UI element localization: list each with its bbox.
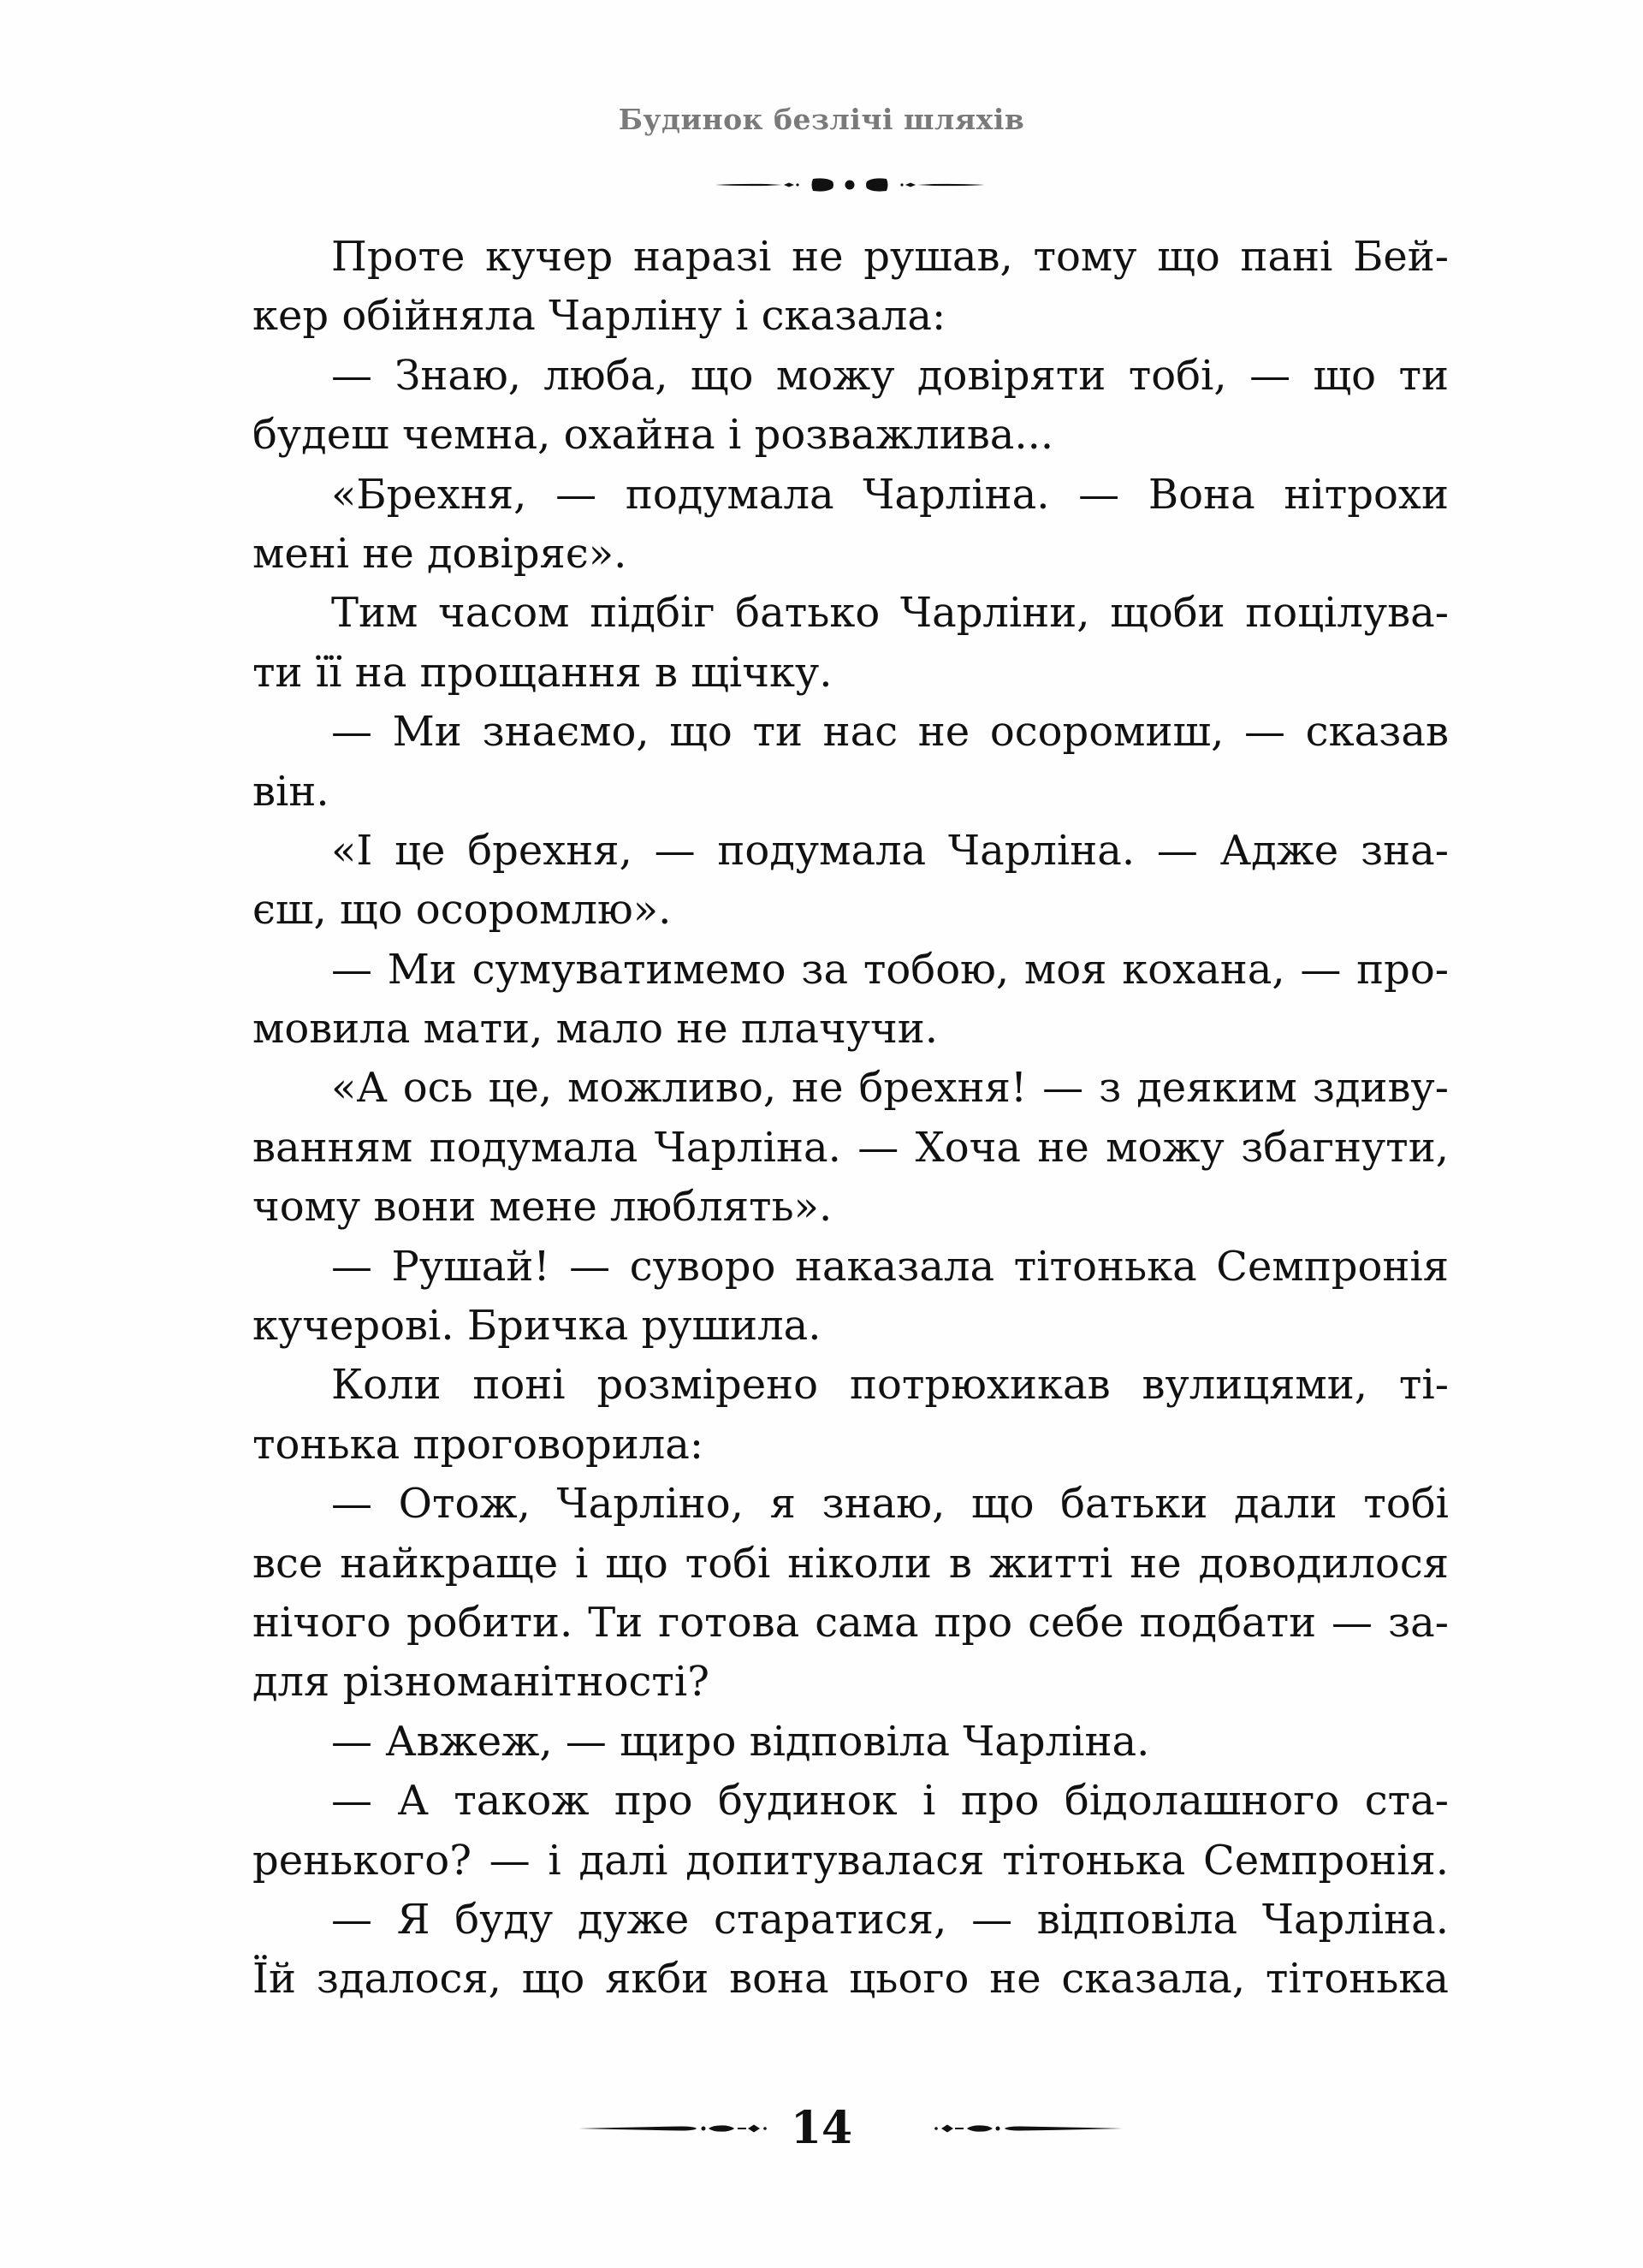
text-line — [252, 287, 1449, 346]
text-line — [252, 1297, 1449, 1356]
text-line — [252, 1178, 1449, 1237]
text-line-content: Коли поні розмірено потрюхикав вулицями, ті- — [331, 1361, 1449, 1410]
text-line-content: — Знаю, люба, що можу довіряти тобі, — що ти — [331, 351, 1449, 400]
header-ornament-icon — [715, 175, 984, 195]
text-line — [252, 228, 1449, 287]
text-line-content: все найкраще і що тобі ніколи в житті не доводилося — [252, 1539, 1449, 1588]
text-line-content: кер обійняла Чарліну і сказала: — [252, 292, 946, 341]
footer-ornament-right-icon — [921, 2119, 1123, 2138]
text-line-content: — Ми сумуватимемо за тобою, моя кохана, — про- — [331, 945, 1449, 994]
text-line — [252, 822, 1449, 881]
text-line — [252, 1475, 1449, 1534]
text-line-content: ренького? — і далі допитувалася тітонька Семпронія. — [252, 1836, 1449, 1885]
text-line — [252, 881, 1449, 940]
text-line — [252, 763, 1449, 822]
text-line-content: «Брехня, — подумала Чарліна. — Вона нітрохи — [331, 470, 1449, 519]
text-line-content: мовила мати, мало не плачучи. — [252, 1005, 938, 1054]
text-line — [252, 1832, 1449, 1891]
text-line-content: Їй здалося, що якби вона цього не сказала, тітонька — [252, 1955, 1449, 2004]
text-line-content: — А також про будинок і про бідолашного ста- — [331, 1777, 1449, 1826]
text-line-content: єш, що осоромлю». — [252, 886, 672, 935]
text-line — [252, 1594, 1449, 1653]
page-footer — [0, 2099, 1643, 2158]
text-line-content: — Отож, Чарліно, я знаю, що батьки дали тобі — [331, 1480, 1449, 1529]
text-line — [252, 466, 1449, 525]
text-line-content: нічого робити. Ти готова сама про себе подбати — за- — [252, 1598, 1449, 1647]
text-line-content: Проте кучер наразі не рушав, тому що пані Бей- — [331, 233, 1449, 281]
text-line-content: — Рушай! — суворо наказала тітонька Семпронія — [331, 1242, 1449, 1291]
text-line-content: «І це брехня, — подумала Чарліна. — Адже зна- — [331, 826, 1449, 875]
text-line — [252, 584, 1449, 643]
text-line — [252, 1950, 1449, 2009]
text-line-content: чому вони мене люблять». — [252, 1183, 833, 1232]
running-head-title: Будинок безлічі шляхів — [618, 103, 1025, 136]
text-line — [252, 1535, 1449, 1594]
text-line — [252, 347, 1449, 406]
text-line — [252, 703, 1449, 762]
text-line — [252, 1000, 1449, 1059]
text-line-content: будеш чемна, охайна і розважлива... — [252, 411, 1054, 460]
text-line — [252, 644, 1449, 703]
text-line — [252, 1713, 1449, 1772]
text-line — [252, 525, 1449, 584]
text-line-content: ти її на прощання в щічку. — [252, 648, 833, 697]
text-line-content: «А ось це, можливо, не брехня! — з деяким здиву- — [331, 1064, 1449, 1113]
text-line — [252, 1772, 1449, 1831]
body-text — [252, 228, 1449, 2010]
text-line — [252, 941, 1449, 1000]
text-line — [252, 1059, 1449, 1118]
text-line-content: Тим часом підбіг батько Чарліни, щоби поцілува- — [331, 589, 1449, 638]
text-line — [252, 406, 1449, 465]
text-line — [252, 1653, 1449, 1712]
text-line — [252, 1356, 1449, 1415]
text-line-content: — Авжеж, — щиро відповіла Чарліна. — [331, 1717, 1150, 1766]
text-line-content: — Ми знаємо, що ти нас не осоромиш, — сказав — [331, 708, 1449, 757]
text-line — [252, 1416, 1449, 1475]
text-line-content: ванням подумала Чарліна. — Хоча не можу збагнути, — [252, 1123, 1449, 1172]
text-line — [252, 1891, 1449, 1950]
text-line-content: він. — [252, 767, 329, 816]
text-line-content: — Я буду дуже старатися, — відповіла Чарліна. — [331, 1895, 1449, 1944]
text-line-content: тонька проговорила: — [252, 1420, 704, 1469]
text-line-content: для різноманітності? — [252, 1658, 709, 1707]
text-line — [252, 1119, 1449, 1178]
text-line-content: кучерові. Бричка рушила. — [252, 1302, 822, 1351]
page-number: 14 — [790, 2102, 853, 2154]
text-line-content: мені не довіряє». — [252, 529, 627, 578]
text-line — [252, 1238, 1449, 1297]
